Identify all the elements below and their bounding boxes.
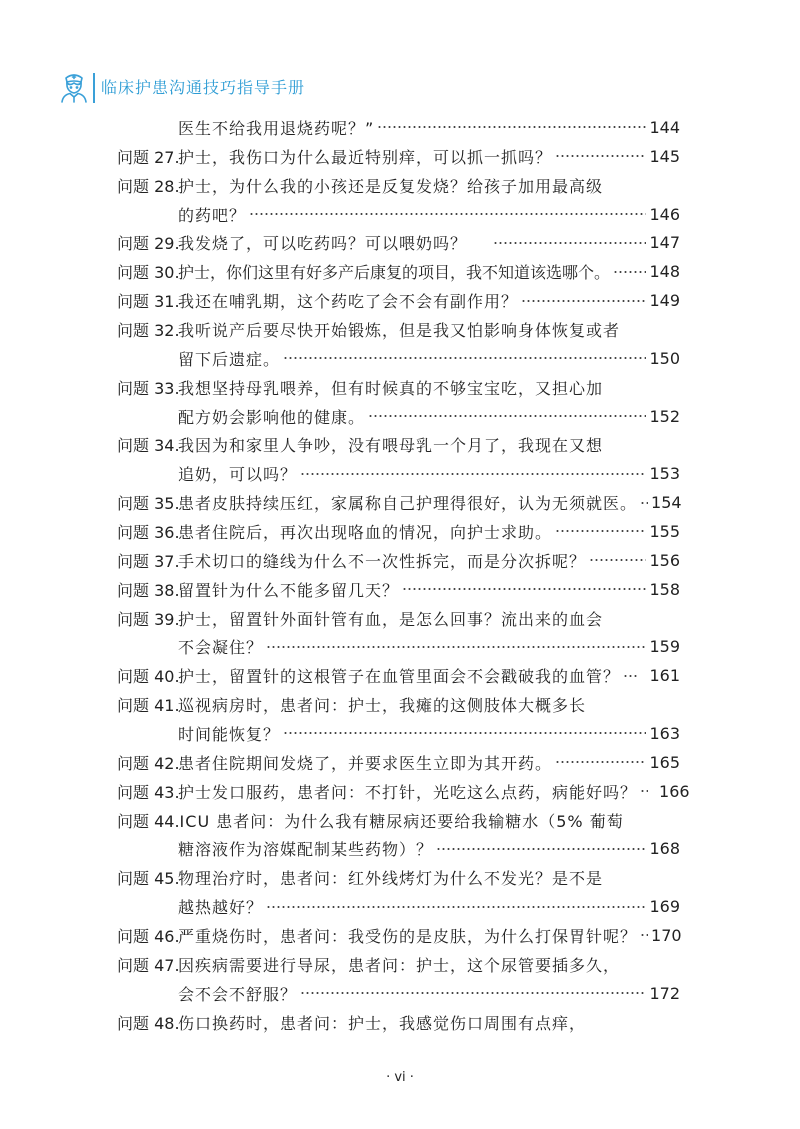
- entry-title: 留下后遗症。: [178, 349, 281, 369]
- toc-entry: [117, 777, 690, 806]
- page-number: 169: [649, 897, 680, 917]
- dot-leader: [640, 932, 648, 938]
- entry-title: 护士发口服药，患者问：不打针，光吃这么点药，病能好吗？: [178, 782, 638, 802]
- toc-entry: [117, 430, 680, 459]
- dot-leader: [249, 211, 646, 217]
- entry-title: 护士，留置针的这根管子在血管里面会不会戳破我的血管？: [178, 667, 621, 687]
- book-title: 临床护患沟通技巧指导手册: [101, 78, 306, 97]
- entry-title: 手术切口的缝线为什么不一次性拆完，而是分次拆呢？: [178, 551, 587, 571]
- entry-title: 患者住院后，再次出现咯血的情况，向护士求助。: [178, 522, 553, 542]
- entry-title: 的药吧？: [178, 205, 247, 225]
- page-number: 158: [649, 579, 680, 599]
- entry-title: 会不会不舒服？: [178, 984, 298, 1004]
- page-number: 168: [649, 839, 680, 859]
- page-number: 152: [649, 406, 680, 426]
- toc-entry-continuation: [117, 632, 680, 661]
- page-number: 165: [649, 752, 680, 772]
- entry-number: 问题 34.: [117, 436, 180, 456]
- toc-entry: [117, 806, 680, 835]
- dot-leader: [613, 269, 646, 275]
- page-number: 150: [649, 348, 680, 368]
- entry-title: ICU 患者问：为什么我有糖尿病还要给我输糖水（5% 葡萄: [179, 811, 624, 831]
- dot-leader: [377, 124, 646, 130]
- page-number: 154: [651, 493, 682, 513]
- toc-entry-continuation: [117, 719, 680, 748]
- entry-number: 问题 29.: [117, 234, 180, 254]
- dot-leader: [266, 904, 646, 910]
- entry-title: 时间能恢复？: [178, 724, 281, 744]
- toc-entry-continuation: [117, 344, 680, 373]
- dot-leader: [640, 500, 648, 506]
- page-number: 148: [649, 262, 680, 282]
- dot-leader: [368, 413, 646, 419]
- page-number: 172: [649, 983, 680, 1003]
- entry-number: 问题 43.: [117, 782, 180, 802]
- entry-title: 我还在哺乳期，这个药吃了会不会有副作用？: [178, 292, 519, 312]
- entry-number: 问题 45.: [117, 869, 180, 889]
- entry-title: 配方奶会影响他的健康。: [178, 407, 366, 427]
- entry-number: 问题 35.: [117, 494, 180, 514]
- entry-number: 问题 44.: [117, 811, 180, 831]
- dot-leader: [266, 644, 646, 650]
- entry-number: 问题 27.: [117, 147, 180, 167]
- page-number: 149: [649, 291, 680, 311]
- toc-entry-continuation: [117, 979, 680, 1008]
- entry-title: 我听说产后要尽快开始锻炼，但是我又怕影响身体恢复或者: [178, 320, 621, 340]
- toc-entry: [117, 315, 680, 344]
- entry-title: 因疾病需要进行导尿，患者问：护士，这个尿管要插多久，: [178, 955, 621, 975]
- toc-entry: [117, 748, 680, 777]
- entry-number: 问题 36.: [117, 522, 180, 542]
- toc-entry: [117, 546, 680, 575]
- toc-entry: [117, 921, 680, 950]
- page-number: 147: [649, 233, 680, 253]
- entry-number: 问题 42.: [117, 753, 180, 773]
- page-number: 156: [649, 550, 680, 570]
- toc-entry: [117, 863, 680, 892]
- entry-number: 问题 39.: [117, 609, 180, 629]
- dot-leader: [402, 586, 646, 592]
- page-number: 166: [659, 781, 690, 801]
- entry-title: 追奶，可以吗？: [178, 465, 298, 485]
- entry-title: 不会凝住？: [178, 638, 264, 658]
- entry-number: 问题 32.: [117, 320, 180, 340]
- page-number: 170: [651, 925, 682, 945]
- dot-leader: [283, 730, 646, 736]
- toc-entry: [117, 690, 680, 719]
- toc-entry: [117, 488, 680, 517]
- toc-entry: [117, 142, 680, 171]
- entry-title: 我因为和家里人争吵，没有喂母乳一个月了，我现在又想: [178, 436, 604, 456]
- entry-title: 护士，你们这里有好多产后康复的项目，我不知道该选哪个。: [178, 263, 611, 283]
- page-number: 163: [649, 723, 680, 743]
- entry-title: 留置针为什么不能多留几天？: [178, 580, 400, 600]
- page-number: 146: [649, 204, 680, 224]
- dot-leader: [589, 557, 646, 563]
- dot-leader: [283, 355, 646, 361]
- toc-entry-continuation: [117, 113, 680, 142]
- entry-number: 问题 33.: [117, 378, 180, 398]
- toc-entry-continuation: [117, 892, 680, 921]
- entry-number: 问题 37.: [117, 551, 180, 571]
- dot-leader: [555, 759, 646, 765]
- toc-entry: [117, 257, 680, 286]
- toc-entry: [117, 171, 680, 200]
- dot-leader: [555, 528, 646, 534]
- entry-number: 问题 46.: [117, 926, 180, 946]
- dot-leader: [555, 153, 646, 159]
- entry-title: 巡视病房时，患者问：护士，我瘫的这侧肢体大概多长: [178, 696, 587, 716]
- header-divider: [93, 73, 95, 103]
- toc-entry: [117, 228, 680, 257]
- toc-entry: [117, 517, 680, 546]
- dot-leader: [623, 673, 638, 679]
- page-folio: · vi ·: [386, 1070, 414, 1085]
- entry-title: 越热越好？: [178, 898, 264, 918]
- entry-title: 护士，我伤口为什么最近特别痒，可以抓一抓吗？: [178, 147, 553, 167]
- entry-title: 患者皮肤持续压红，家属称自己护理得很好，认为无须就医。: [178, 494, 638, 514]
- entry-number: 问题 47.: [117, 955, 180, 975]
- entry-number: 问题 41.: [117, 696, 180, 716]
- toc-entry-continuation: [117, 834, 680, 863]
- entry-title: 物理治疗时，患者问：红外线烤灯为什么不发光？是不是: [178, 869, 604, 889]
- entry-title: 糖溶液作为溶媒配制某些药物）？: [178, 840, 434, 860]
- dot-leader: [436, 846, 646, 852]
- nurse-avatar-icon: [58, 69, 90, 103]
- entry-title: 护士，为什么我的小孩还是反复发烧？给孩子加用最高级: [178, 176, 604, 196]
- page-number: 145: [649, 146, 680, 166]
- entry-number: 问题 28.: [117, 176, 180, 196]
- entry-title: 医生不给我用退烧药呢？”: [178, 118, 375, 138]
- toc-entry: [117, 373, 680, 402]
- entry-number: 问题 48.: [117, 1013, 180, 1033]
- dot-leader: [300, 990, 646, 996]
- page-number: 159: [649, 637, 680, 657]
- entry-title: 护士，留置针外面针管有血，是怎么回事？流出来的血会: [178, 609, 604, 629]
- entry-title: 患者住院期间发烧了，并要求医生立即为其开药。: [178, 753, 553, 773]
- toc-entry-continuation: [117, 200, 680, 229]
- page-number: 153: [649, 464, 680, 484]
- toc-entry-continuation: [117, 459, 680, 488]
- page-number: 161: [649, 666, 680, 686]
- dot-leader: [521, 298, 646, 304]
- entry-number: 问题 40.: [117, 667, 180, 687]
- toc-entry: [117, 950, 680, 979]
- table-of-contents: [117, 113, 690, 1037]
- entry-title: 我发烧了，可以吃药吗？可以喂奶吗？: [178, 234, 468, 254]
- entry-number: 问题 30.: [117, 263, 180, 283]
- dot-leader: [640, 788, 648, 794]
- dot-leader: [493, 240, 646, 246]
- entry-number: 问题 38.: [117, 580, 180, 600]
- entry-title: 伤口换药时，患者问：护士，我感觉伤口周围有点痒，: [178, 1013, 587, 1033]
- toc-entry: [117, 604, 680, 633]
- page-number: 144: [649, 117, 680, 137]
- entry-number: 问题 31.: [117, 292, 180, 312]
- page-number: 155: [649, 521, 680, 541]
- entry-title: 严重烧伤时，患者问：我受伤的是皮肤，为什么打保胃针呢？: [178, 926, 638, 946]
- toc-entry-continuation: [117, 402, 680, 431]
- toc-entry: [117, 286, 680, 315]
- toc-entry: [117, 1008, 680, 1037]
- entry-title: 我想坚持母乳喂养，但有时候真的不够宝宝吃，又担心加: [178, 378, 604, 398]
- toc-entry: [117, 661, 680, 690]
- dot-leader: [300, 471, 646, 477]
- toc-entry: [117, 575, 680, 604]
